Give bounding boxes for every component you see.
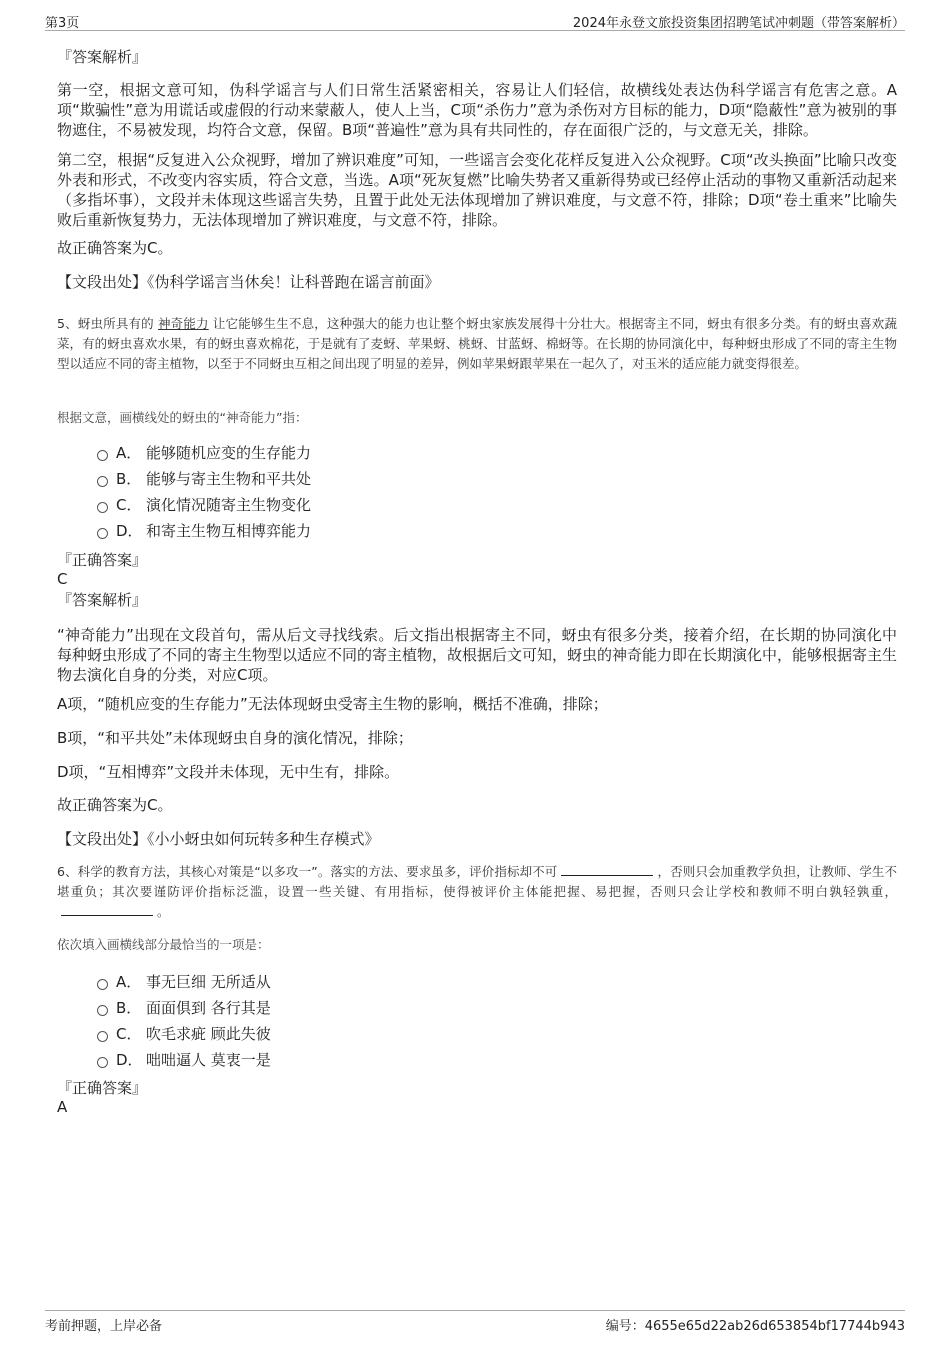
radio-icon[interactable] xyxy=(97,1031,108,1042)
q5-correct-label: 『正确答案』 xyxy=(57,551,148,569)
q6-option-a[interactable]: A． 事无巨细 无所适从 xyxy=(97,969,271,995)
q6-question: 依次填入画横线部分最恰当的一项是： xyxy=(57,937,270,952)
q4-source: 【文段出处】《伪科学谣言当休矣！让科普跑在谣言前面》 xyxy=(57,273,440,291)
q5-analysis-p4: D项，“互相博弈”文段并未体现，无中生有，排除。 xyxy=(57,763,400,781)
radio-icon[interactable] xyxy=(97,979,108,990)
q5-underlined-term: 神奇能力 xyxy=(158,316,209,331)
q5-option-c[interactable]: C． 演化情况随寄主生物变化 xyxy=(97,492,311,518)
radio-icon[interactable] xyxy=(97,1005,108,1016)
page-number: 第3页 xyxy=(45,16,80,31)
q5-option-d[interactable]: D． 和寄主生物互相博弈能力 xyxy=(97,518,311,544)
radio-icon[interactable] xyxy=(97,502,108,513)
q5-analysis-label: 『答案解析』 xyxy=(57,591,148,609)
q5-correct-answer: C xyxy=(57,570,68,588)
radio-icon[interactable] xyxy=(97,1057,108,1068)
document-title: 2024年永登文旅投资集团招聘笔试冲刺题（带答案解析） xyxy=(572,16,905,31)
q5-options xyxy=(97,440,311,544)
fill-blank-2 xyxy=(61,903,153,916)
radio-icon[interactable] xyxy=(97,528,108,539)
page-footer xyxy=(45,1310,905,1333)
q5-option-b[interactable]: B． 能够与寄主生物和平共处 xyxy=(97,466,311,492)
q5-source: 【文段出处】《小小蚜虫如何玩转多种生存模式》 xyxy=(57,830,380,848)
q6-correct-label: 『正确答案』 xyxy=(57,1079,148,1097)
q4-analysis-p2: 第二空，根据“反复进入公众视野，增加了辨识难度”可知，一些谣言会变化花样反复进入公众视野。C项“改头换面”比喻只改变外表和形式，不改变内容实质，符合文意，当选。A项“死灰复燃”比喻失势者又重新得势或已经停止活动的事物又重新活动起来（多指坏事），文段并未体现这些谣言失势，且置于此处无法体现增加了辨识难度，与文意不符，排除；D项“卷土重来”比喻失败后重新恢复势力，无法体现增加了辨识难度，与文意不符，排除。 xyxy=(57,151,897,229)
q6-options xyxy=(97,969,271,1073)
page-header xyxy=(45,10,905,31)
q6-option-c[interactable]: C． 吹毛求疵 顾此失彼 xyxy=(97,1021,271,1047)
q6-stem: 6、科学的教育方法，其核心对策是“以多攻一”。落实的方法、要求虽多，评价指标却不可 ，否则只会加重教学负担，让教师、学生不堪重负；其次要谨防评价指标泛滥，设置一些关键、有用指标，使得被评价主体能把握、易把握，否则只会让学校和教师不明白孰轻孰重，。 xyxy=(57,864,897,919)
fill-blank-1 xyxy=(561,863,653,876)
q5-option-a[interactable]: A． 能够随机应变的生存能力 xyxy=(97,440,311,466)
q5-analysis-p2: A项，“随机应变的生存能力”无法体现蚜虫受寄主生物的影响，概括不准确，排除； xyxy=(57,695,608,713)
document-id: 编号：4655e65d22ab26d653854bf17744b943 xyxy=(605,1319,905,1334)
footer-slogan: 考前押题，上岸必备 xyxy=(45,1319,163,1334)
q6-option-b[interactable]: B． 面面俱到 各行其是 xyxy=(97,995,271,1021)
radio-icon[interactable] xyxy=(97,450,108,461)
q5-analysis-p1: “神奇能力”出现在文段首句，需从后文寻找线索。后文指出根据寄主不同，蚜虫有很多分类，接着介绍，在长期的协同演化中每种蚜虫形成了不同的寄主生物型以适应不同的寄主植物，故根据后文可知，蚜虫的神奇能力即在长期演化中，能够根据寄主生物去演化自身的分类，对应C项。 xyxy=(57,626,898,684)
radio-icon[interactable] xyxy=(97,476,108,487)
q4-analysis-label: 『答案解析』 xyxy=(57,48,148,66)
q4-analysis-p1: 第一空，根据文意可知，伪科学谣言与人们日常生活紧密相关，容易让人们轻信，故横线处表达伪科学谣言有危害之意。A项“欺骗性”意为用谎话或虚假的行动来蒙蔽人，使人上当，C项“杀伤力”意为杀伤对方目标的能力，D项“隐蔽性”意为被别的事物遮住，不易被发现，均符合文意，保留。B项“普遍性”意为具有共同性的，存在面很广泛的，与文意无关，排除。 xyxy=(57,81,897,139)
q5-stem: 5、蚜虫所具有的 神奇能力 让它能够生生不息，这种强大的能力也让整个蚜虫家族发展得十分壮大。根据寄主不同，蚜虫有很多分类。有的蚜虫喜欢蔬菜，有的蚜虫喜欢水果，有的蚜虫喜欢棉花，于是就有了麦蚜、苹果蚜、桃蚜、甘蓝蚜、棉蚜等。在长期的协同演化中，每种蚜虫形成了不同的寄主生物型以适应不同的寄主植物，以至于不同蚜虫互相之间出现了明显的差异，例如苹果蚜跟苹果在一起久了，对玉米的适应能力就变得很差。 xyxy=(57,316,897,371)
q5-question: 根据文意，画横线处的蚜虫的“神奇能力”指： xyxy=(57,410,308,425)
q5-analysis-p3: B项，“和平共处”未体现蚜虫自身的演化情况，排除； xyxy=(57,729,413,747)
q4-answer-line: 故正确答案为C。 xyxy=(57,239,173,257)
q5-answer-line: 故正确答案为C。 xyxy=(57,796,173,814)
q6-correct-answer: A xyxy=(57,1098,68,1116)
q6-option-d[interactable]: D． 咄咄逼人 莫衷一是 xyxy=(97,1047,271,1073)
